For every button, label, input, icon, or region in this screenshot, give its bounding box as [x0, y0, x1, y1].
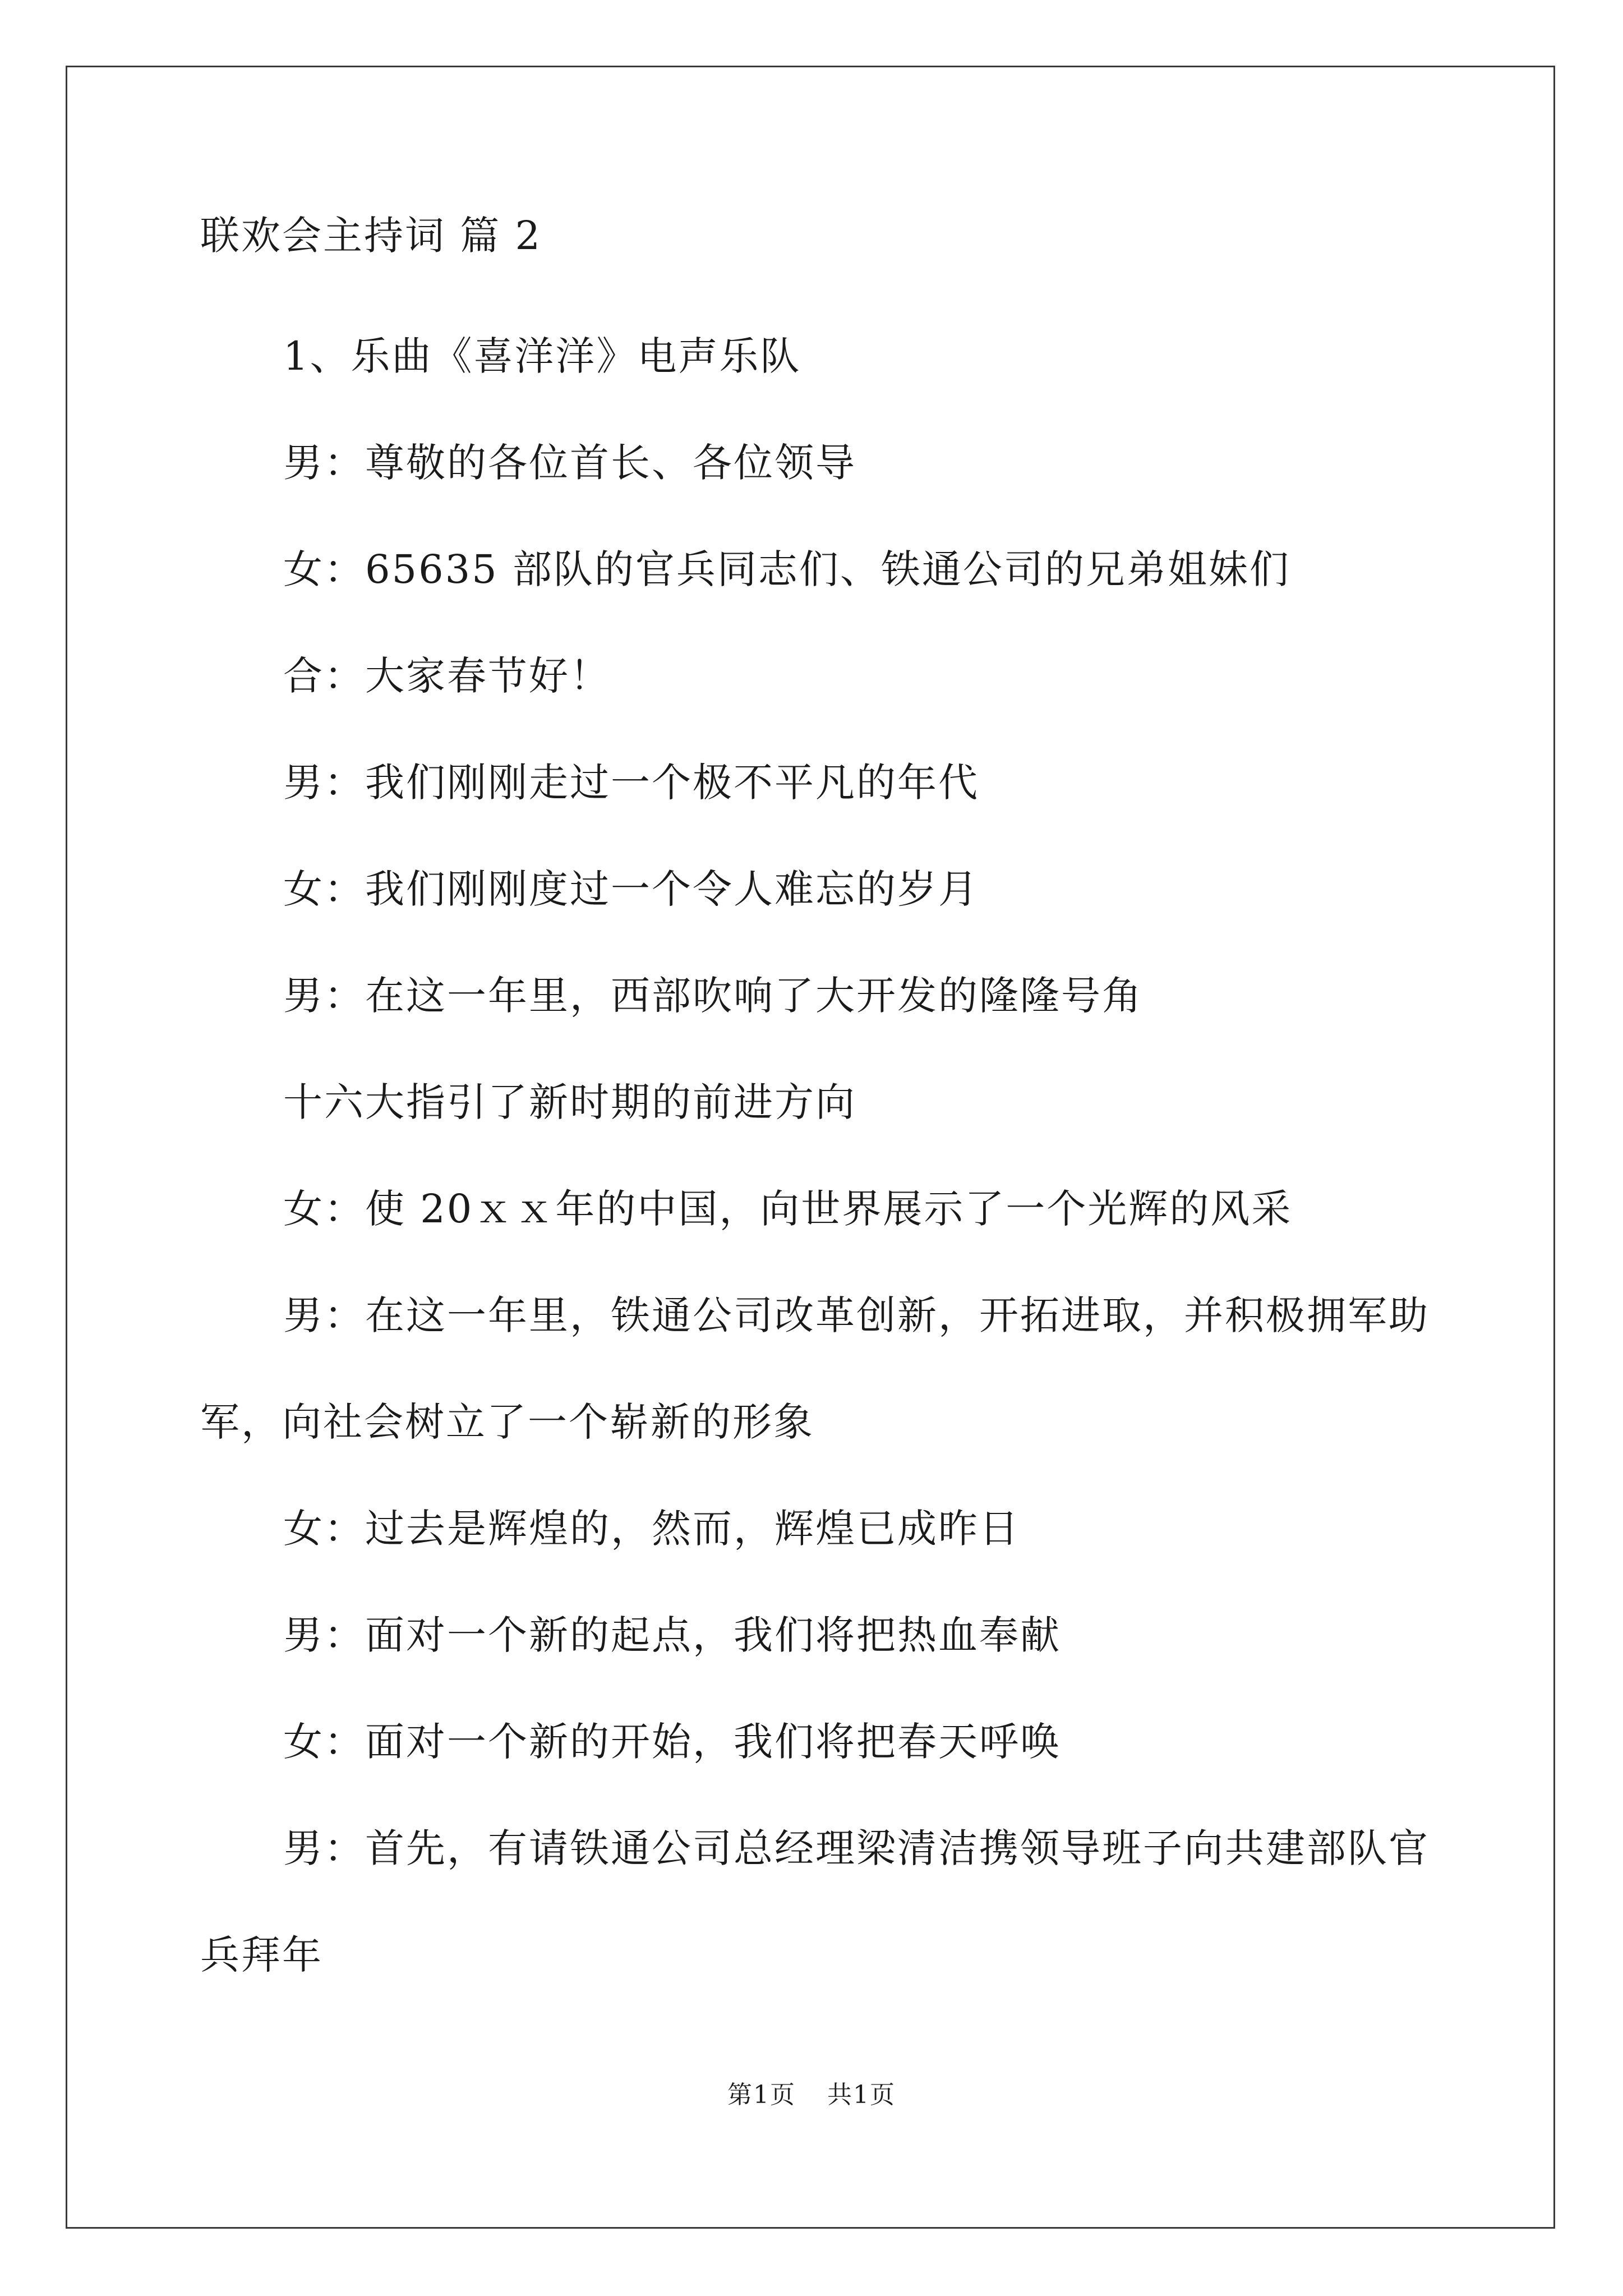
- text-line: 十六大指引了新时期的前进方向: [283, 1079, 856, 1125]
- text-line: 1、乐曲《喜洋洋》电声乐队: [283, 333, 801, 379]
- text-line: 女：65635 部队的官兵同志们、铁通公司的兄弟姐妹们: [283, 546, 1290, 592]
- page-number: 第1页: [727, 2081, 796, 2109]
- text-line: 女：过去是辉煌的，然而，辉煌已成昨日: [283, 1506, 1020, 1552]
- page-footer: [0, 2078, 1623, 2112]
- text-line: 男：首先，有请铁通公司总经理梁清洁携领导班子向共建部队官: [283, 1825, 1430, 1871]
- text-line: 军，向社会树立了一个崭新的形象: [200, 1399, 814, 1445]
- text-line: 兵拜年: [200, 1932, 323, 1978]
- text-line: 女：我们刚刚度过一个令人难忘的岁月: [283, 866, 979, 912]
- text-line: 男：面对一个新的起点，我们将把热血奉献: [283, 1612, 1061, 1658]
- page-total: 共1页: [827, 2081, 896, 2109]
- text-line: 男：我们刚刚走过一个极不平凡的年代: [283, 760, 979, 806]
- text-line: 合：大家春节好！: [283, 653, 611, 699]
- text-line: 男：在这一年里，铁通公司改革创新，开拓进取，并积极拥军助: [283, 1292, 1430, 1338]
- page-border: [66, 66, 1555, 2229]
- text-line: 男：在这一年里，西部吹响了大开发的隆隆号角: [283, 973, 1143, 1019]
- document-title: 联欢会主持词 篇 2: [200, 213, 542, 259]
- text-line: 男：尊敬的各位首长、各位领导: [283, 440, 856, 486]
- text-line: 女：面对一个新的开始，我们将把春天呼唤: [283, 1719, 1061, 1765]
- text-line: 女：使 20ｘｘ年的中国，向世界展示了一个光辉的风采: [283, 1186, 1293, 1232]
